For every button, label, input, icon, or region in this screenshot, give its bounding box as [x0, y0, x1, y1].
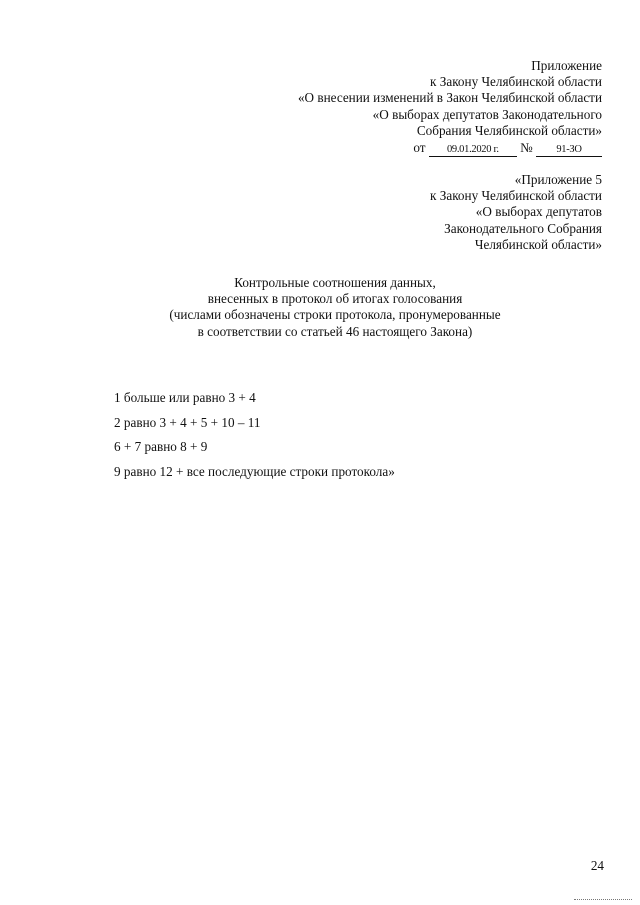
control-relation: 9 равно 12 + все последующие строки протокола»	[114, 463, 395, 479]
appendix-header-line: «О внесении изменений в Закон Челябинской области	[297, 90, 602, 106]
appendix-header-line: Приложение	[531, 58, 602, 73]
title-line: Контрольные соотношения данных,	[234, 275, 436, 290]
date-prefix: от	[413, 140, 426, 156]
appendix-header	[298, 58, 602, 157]
annex-header-line: «Приложение 5	[514, 172, 602, 187]
title-line: (числами обозначены строки протокола, пронумерованные	[169, 307, 501, 323]
appendix-header-line: к Закону Челябинской области	[430, 74, 602, 90]
page-number: 24	[590, 858, 604, 873]
control-relations-list	[114, 390, 395, 488]
appendix-header-line: Собрания Челябинской области»	[416, 122, 602, 138]
title-line: внесенных в протокол об итогах голосования	[207, 291, 463, 307]
control-relation: 6 + 7 равно 8 + 9	[114, 439, 208, 455]
annex-header-line: «О выборах депутатов	[475, 204, 602, 220]
annex-header-line: Законодательного Собрания	[444, 220, 602, 236]
annex-header-line: к Закону Челябинской области	[430, 188, 602, 204]
footer-divider	[574, 899, 632, 900]
control-relation: 1 больше или равно 3 + 4	[114, 390, 256, 405]
annex-header-line: Челябинской области»	[474, 236, 602, 252]
date-value: 09.01.2020 г.	[429, 144, 517, 157]
title-line: в соответствии со статьей 46 настоящего Закона)	[197, 323, 473, 339]
document-title	[0, 275, 640, 340]
number-prefix: №	[520, 140, 533, 156]
date-number-line	[298, 140, 602, 157]
annex-5-header	[430, 172, 602, 253]
number-value: 91-ЗО	[536, 144, 602, 157]
control-relation: 2 равно 3 + 4 + 5 + 10 – 11	[114, 414, 261, 430]
appendix-header-line: «О выборах депутатов Законодательного	[372, 106, 602, 122]
